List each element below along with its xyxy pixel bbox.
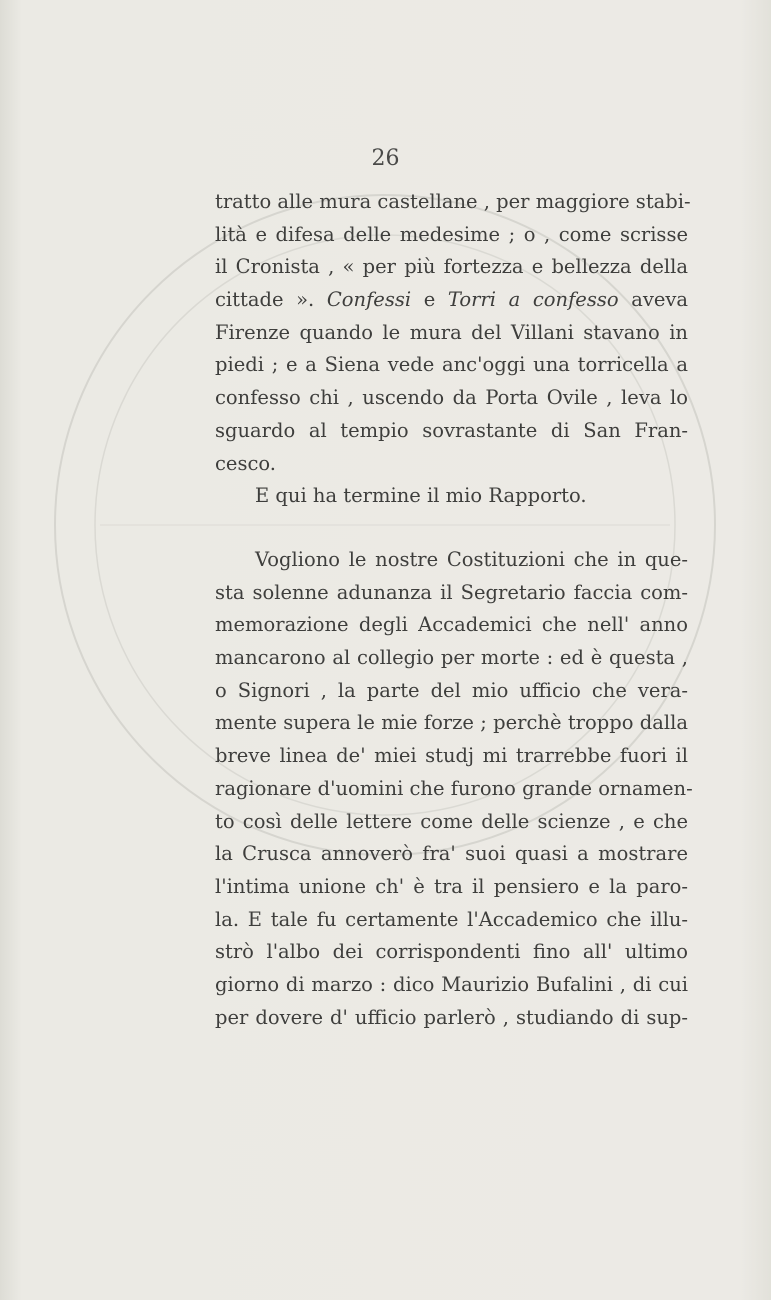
- page-number: 26: [371, 146, 400, 171]
- text-line: sguardo al tempio sovrastante di San Fran-: [215, 418, 688, 442]
- text-segment: cittade ».: [215, 288, 315, 312]
- text-line: strò l'albo dei corrispondenti fino all' ultimo: [215, 940, 688, 964]
- text-line: la Crusca annoverò fra' suoi quasi a mostrare: [215, 842, 688, 866]
- text-line: sta solenne adunanza il Segretario faccia com-: [215, 580, 688, 604]
- text-line: giorno di marzo : dico Maurizio Bufalini , di cui: [215, 972, 688, 996]
- text-line: l'intima unione ch' è tra il pensiero e la paro-: [215, 874, 688, 898]
- text-line: Firenze quando le mura del Villani stavano in: [215, 320, 688, 344]
- text-line: tratto alle mura castellane , per maggiore stabi-: [215, 190, 691, 213]
- closing-line: E qui ha termine il mio Rapporto.: [255, 484, 587, 508]
- text-line-with-italics: [215, 284, 688, 317]
- text-line: Vogliono le nostre Costituzioni che in que-: [255, 548, 688, 571]
- text-line: confesso chi , uscendo da Porta Ovile , leva lo: [215, 386, 688, 410]
- paragraph-two: [215, 544, 693, 1034]
- text-line: piedi ; e a Siena vede anc'oggi una torricella a: [215, 353, 688, 377]
- text-line: memorazione degli Accademici che nell' anno: [215, 613, 688, 637]
- text-line: il Cronista , « per più fortezza e bellezza della: [215, 255, 688, 279]
- text-line: mente supera le mie forze ; perchè troppo dalla: [215, 711, 688, 735]
- text-segment: aveva: [631, 288, 689, 312]
- text-line: cesco.: [215, 451, 276, 475]
- text-line: o Signori , la parte del mio ufficio che vera-: [215, 678, 688, 702]
- text-line: ragionare d'uomini che furono grande ornamen-: [215, 776, 693, 800]
- text-line: breve linea de' miei studj mi trarrebbe fuori il: [215, 744, 688, 768]
- text-line: per dovere d' ufficio parlerò , studiando di sup-: [215, 1005, 688, 1029]
- text-line: la. E tale fu certamente l'Accademico che illu-: [215, 907, 688, 931]
- italic-term: Confessi: [326, 288, 412, 312]
- text-line: to così delle lettere come delle scienze , e che: [215, 809, 688, 833]
- italic-term: Torri a confesso: [447, 288, 619, 312]
- text-line: mancarono al collegio per morte : ed è questa ,: [215, 646, 688, 670]
- text-line: lità e difesa delle medesime ; o , come scrisse: [215, 222, 688, 246]
- text-segment: e: [423, 288, 436, 312]
- paragraph-one: [215, 186, 691, 513]
